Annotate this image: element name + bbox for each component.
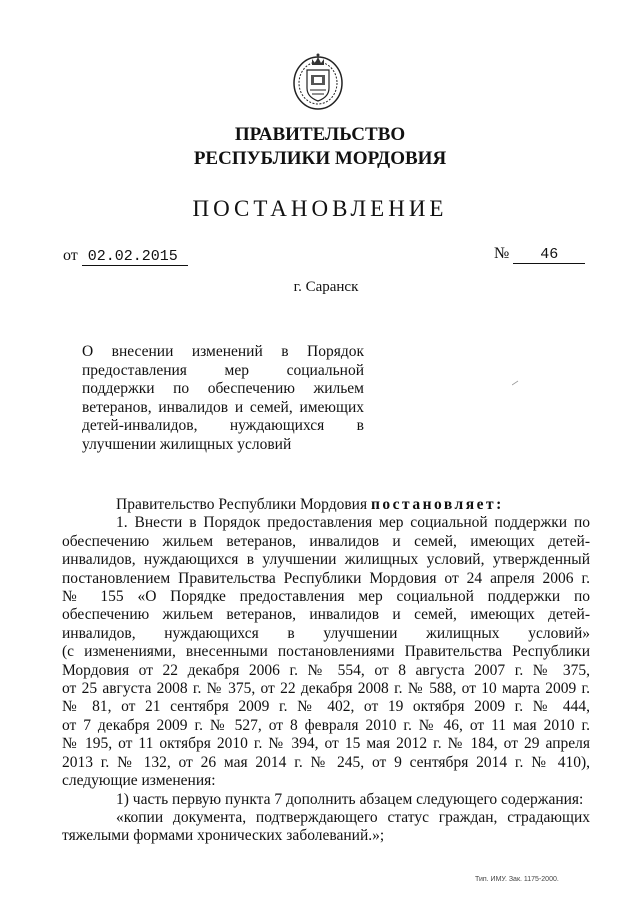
body-line: тяжелыми формами хронических заболеваний.»; (62, 827, 385, 845)
document-number: 46 (513, 246, 585, 264)
body-line: 1. Внести в Порядок предоставления мер социальной поддержки по (116, 514, 590, 532)
coat-of-arms-emblem-icon (290, 50, 346, 112)
subject-line: улучшении жилищных условий (82, 435, 292, 453)
body-line: от 7 декабря 2009 г. № 527, от 8 февраля 2010 г. № 46, от 11 мая 2010 г. (62, 716, 590, 734)
subject-line: поддержки по обеспечению жильем (82, 380, 364, 398)
body-line: инвалидов, нуждающихся в улучшении жилищных условий, утвержденный (62, 551, 590, 569)
document-body (62, 496, 590, 846)
body-line: (с изменениями, внесенными постановлениями Правительства Республики (62, 643, 590, 661)
subject-line: О внесении изменений в Порядок (82, 343, 364, 360)
number-prefix: № (494, 245, 510, 262)
body-line: обеспечению жильем ветеранов, инвалидов и семей, имеющих детей- (62, 606, 590, 624)
body-line: «копии документа, подтверждающего статус граждан, страдающих (116, 808, 590, 826)
document-subject (82, 343, 364, 455)
body-line: следующие изменения: (62, 772, 216, 790)
body-line: № 81, от 21 сентября 2009 г. № 402, от 19 октября 2009 г. № 444, (62, 698, 590, 716)
document-number-row (494, 245, 585, 264)
body-line: № 155 «О Порядке предоставления мер социальной поддержки по (62, 588, 590, 606)
body-line: 2013 г. № 132, от 26 мая 2014 г. № 245, от 9 сентября 2014 г. № 410), (62, 753, 590, 771)
subject-line: детей-инвалидов, нуждающихся в (82, 417, 364, 435)
body-line: от 25 августа 2008 г. № 375, от 22 декабря 2008 г. № 588, от 10 марта 2009 г. (62, 680, 590, 698)
body-line: 1) часть первую пункта 7 дополнить абзацем следующего содержания: (116, 790, 584, 808)
body-line: обеспечению жильем ветеранов, инвалидов и семей, имеющих детей- (62, 532, 590, 550)
organization-name-line2: РЕСПУБЛИКИ МОРДОВИЯ (193, 148, 447, 169)
intro-paragraph (62, 496, 590, 514)
subject-line: ветеранов, инвалидов и семей, имеющих (82, 398, 364, 416)
document-date-row (63, 247, 188, 266)
date-prefix: от (63, 247, 78, 264)
subject-line: предоставления мер социальной (82, 361, 364, 379)
print-mark: Тип. ИМУ. Зак. 1175-2000. (475, 876, 559, 883)
body-line: постановлением Правительства Республики Мордовия от 24 апреля 2006 г. (62, 569, 590, 587)
scan-speck-icon (512, 380, 520, 386)
document-type-title: ПОСТАНОВЛЕНИЕ (192, 196, 448, 221)
body-line: № 195, от 11 октября 2010 г. № 394, от 15 мая 2012 г. № 184, от 29 апреля (62, 735, 590, 753)
document-date: 02.02.2015 (82, 248, 188, 266)
organization-name-line1: ПРАВИТЕЛЬСТВО (234, 124, 406, 145)
intro-emphasis: постановляет: (370, 496, 504, 513)
body-line: инвалидов, нуждающихся в улучшении жилищных условий» (62, 624, 590, 642)
body-line: Мордовия от 22 декабря 2006 г. № 554, от 8 августа 2007 г. № 375, (62, 661, 590, 679)
intro-text: Правительство Республики Мордовия (116, 496, 371, 513)
city-name: г. Саранск (293, 279, 359, 295)
